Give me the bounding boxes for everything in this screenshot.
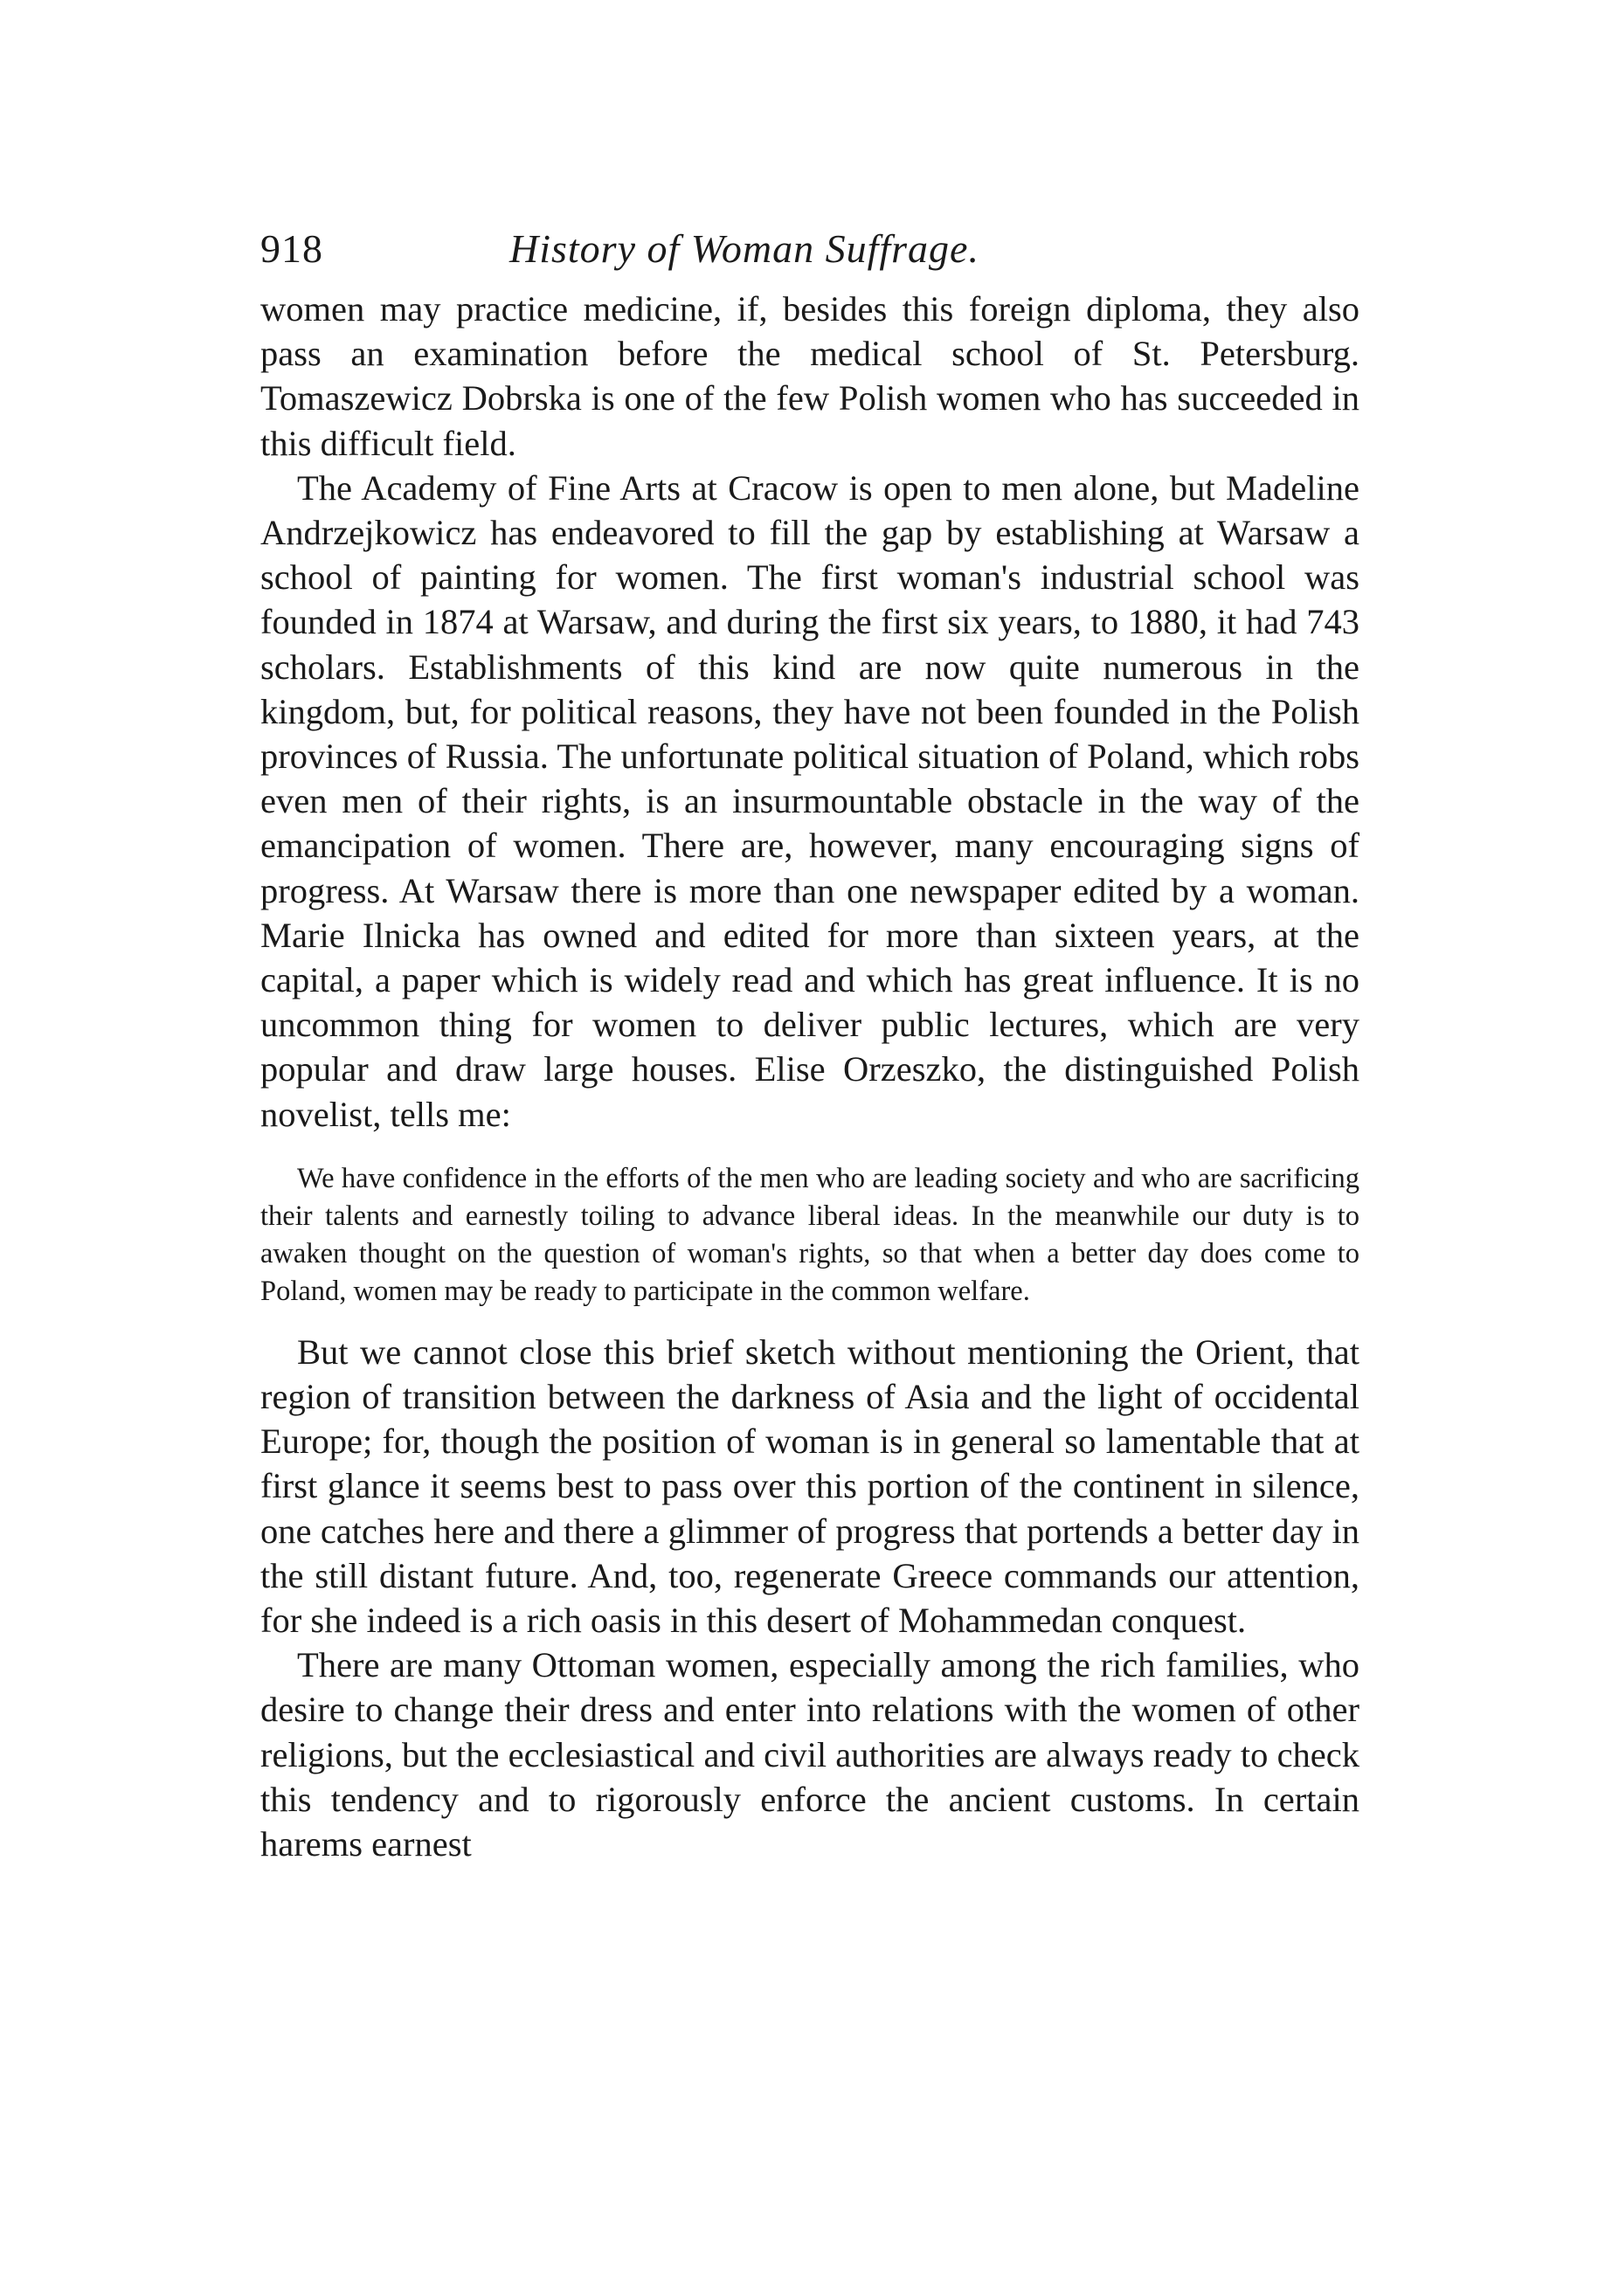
page-number: 918 xyxy=(260,226,323,271)
running-title: History of Woman Suffrage. xyxy=(509,226,979,271)
paragraph-ottoman: There are many Ottoman women, especially among the rich families, who desire to change their dress and enter into relations with the women of other religions, but the ecclesiastical and civil authorities are always ready to check this tendency and to rigorously enforce the ancient customs. In certain harems earnest xyxy=(260,1645,1359,1864)
body-text xyxy=(260,287,1359,1866)
running-head xyxy=(260,225,1359,287)
block-quote xyxy=(260,1160,1359,1311)
paragraph-medicine: women may practice medicine, if, besides this foreign diploma, they also pass an examination before the medical school of St. Petersburg. Tomaszewicz Dobrska is one of the few Polish women who has succeeded in this difficult field. xyxy=(260,289,1359,463)
book-page xyxy=(260,225,1359,1866)
paragraph-academy: The Academy of Fine Arts at Cracow is open to men alone, but Madeline Andrzejkowicz has endeavored to fill the gap by establishing at Warsaw a school of painting for women. The first woman's industrial school was founded in 1874 at Warsaw, and during the first six years, to 1880, it had 743 scholars. Establishments of this kind are now quite numerous in the kingdom, but, for political reasons, they have not been founded in the Polish provinces of Russia. The unfortunate political situation of Poland, which robs even men of their rights, is an insurmountable obstacle in the way of the emancipation of women. There are, however, many encouraging signs of progress. At Warsaw there is more than one newspaper edited by a woman. Marie Ilnicka has owned and edited for more than sixteen years, at the capital, a paper which is widely read and which has great influence. It is no uncommon thing for women to deliver public lectures, which are very popular and draw large houses. Elise Orzeszko, the distinguished Polish novelist, tells me: xyxy=(260,467,1359,1134)
quote-orzeszko: We have confidence in the efforts of the men who are leading society and who are sacrificing their talents and earnestly toiling to advance liberal ideas. In the meanwhile our duty is to awaken thought on the question of woman's rights, so that when a better day does come to Poland, women may be ready to participate in the common welfare. xyxy=(260,1162,1359,1307)
paragraph-orient: But we cannot close this brief sketch without mentioning the Orient, that region of transition between the darkness of Asia and the light of occidental Europe; for, though the position of woman is in general so lamentable that at first glance it seems best to pass over this portion of the continent in silence, one catches here and there a glimmer of progress that portends a better day in the still distant future. And, too, regenerate Greece commands our attention, for she indeed is a rich oasis in this desert of Mohammedan conquest. xyxy=(260,1331,1359,1641)
